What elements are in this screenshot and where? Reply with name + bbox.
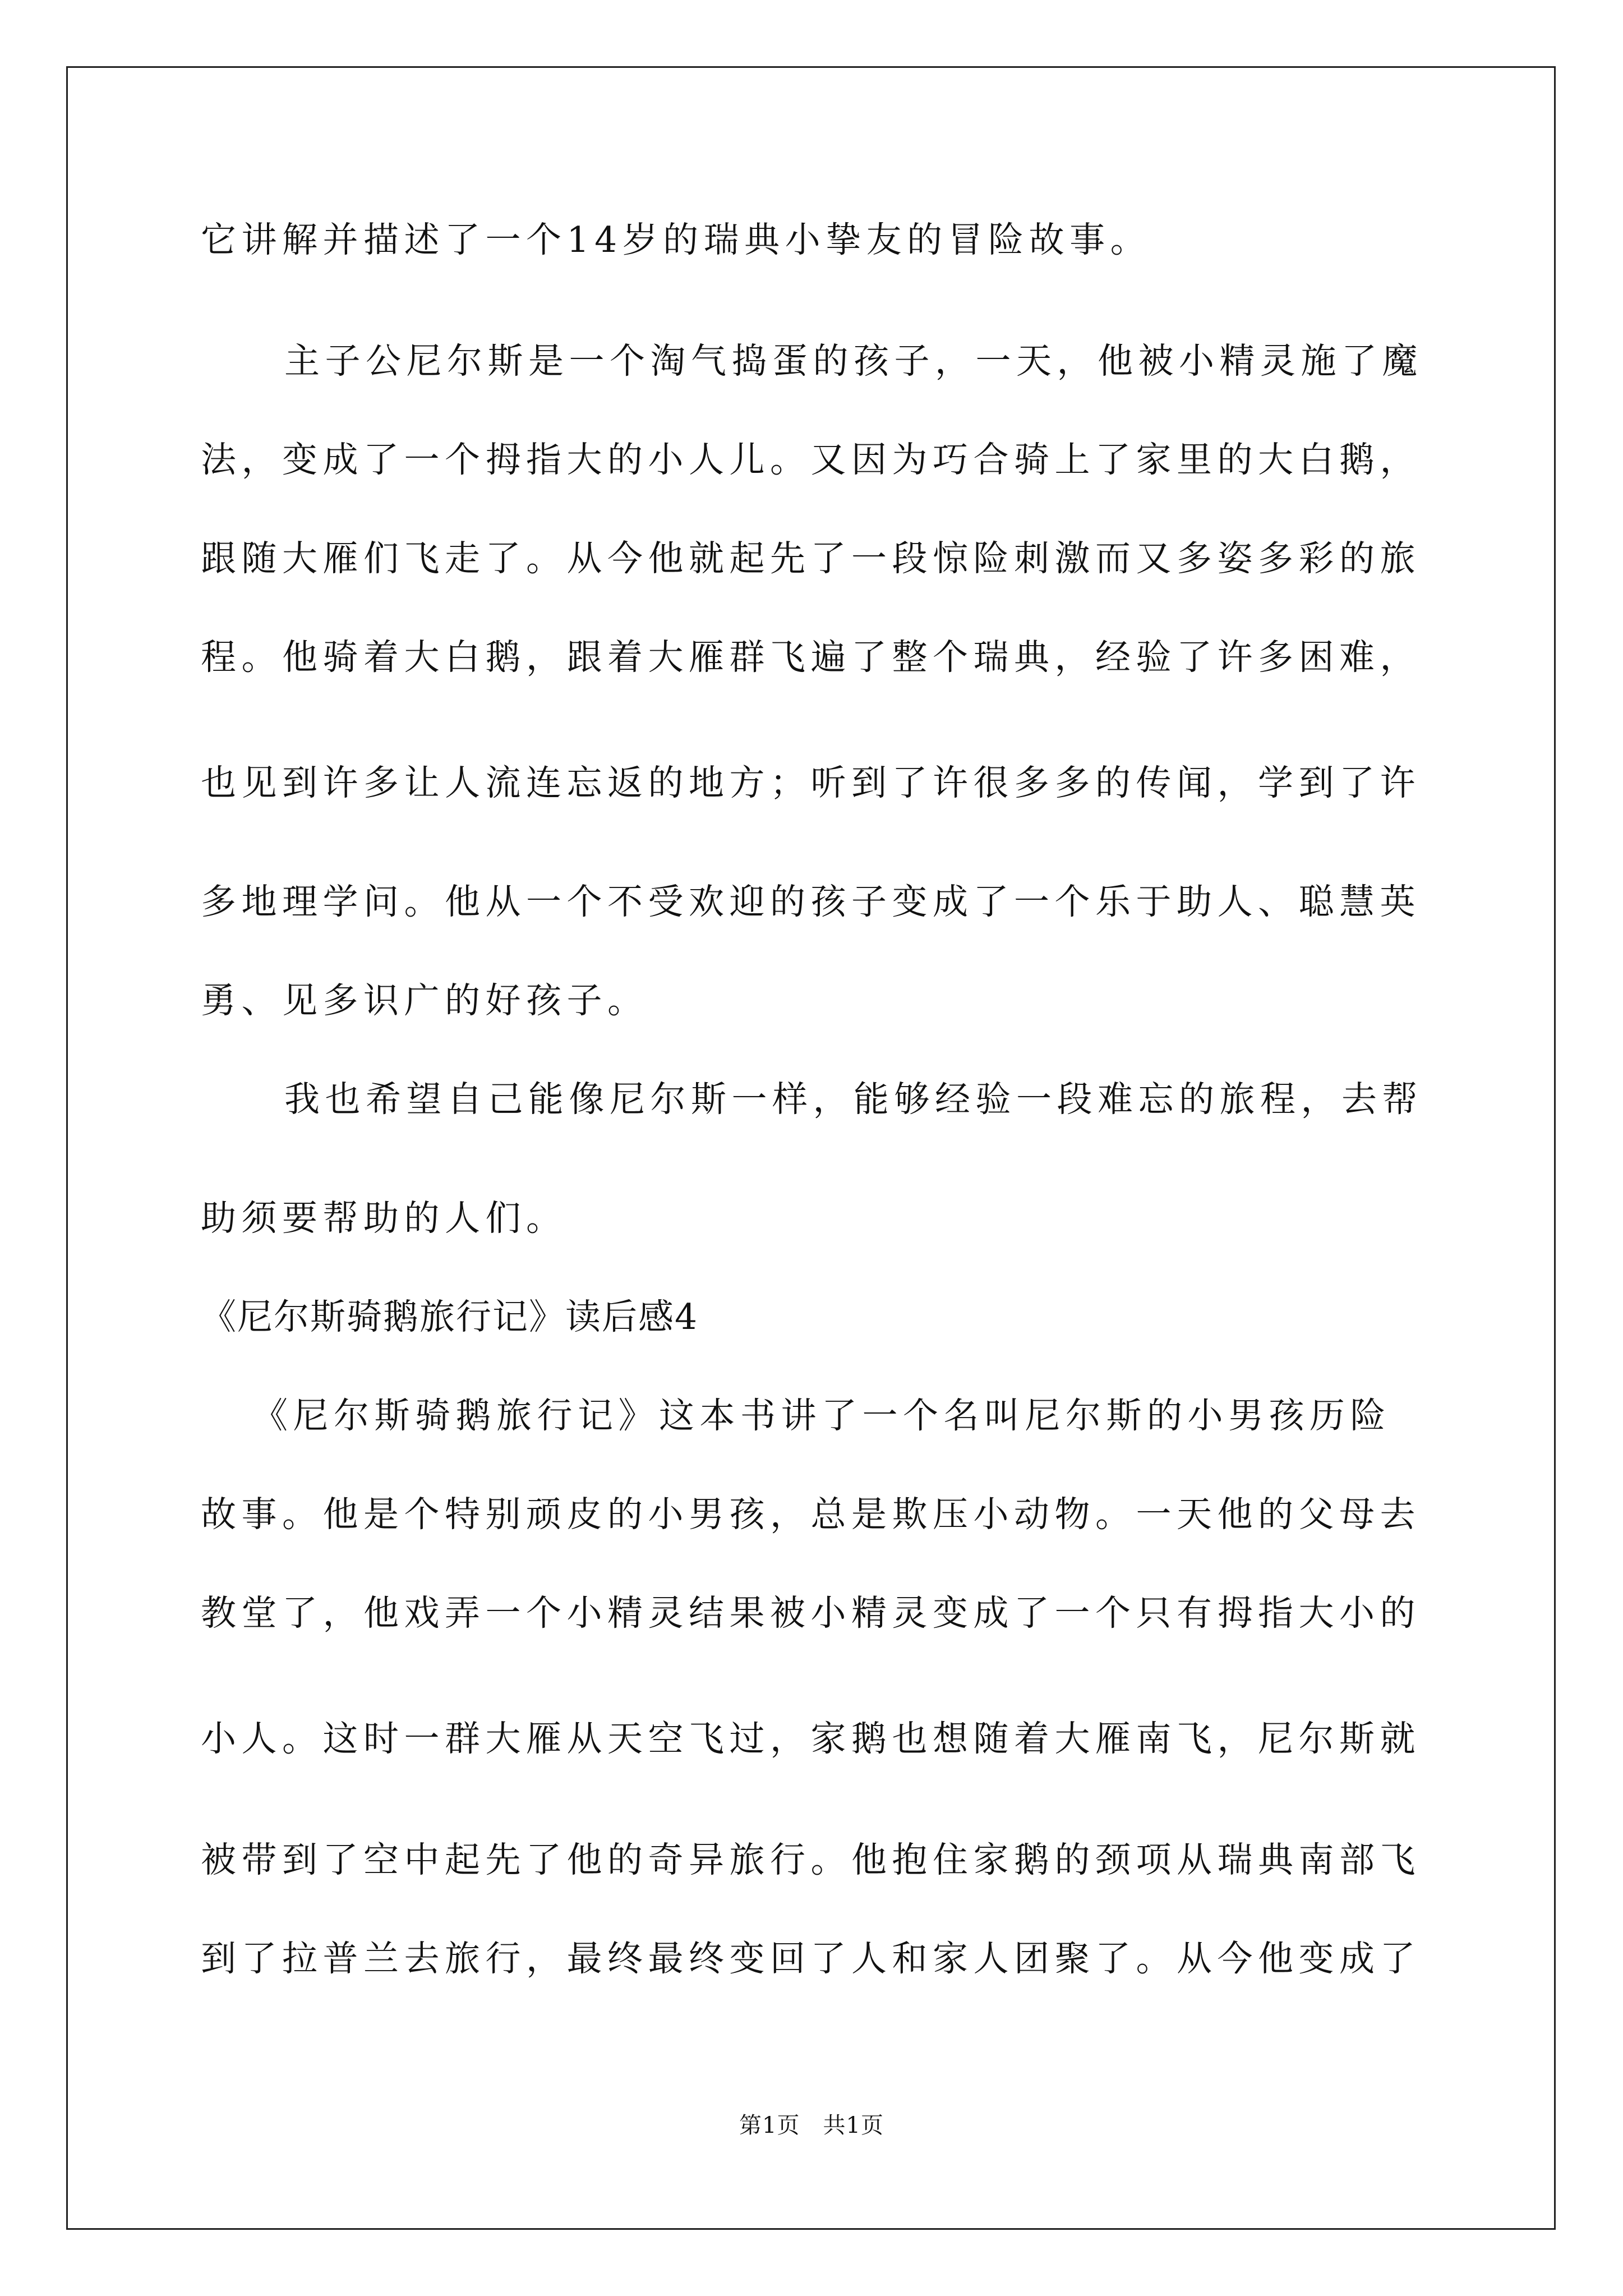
text-line: 助须要帮助的人们。: [201, 1198, 567, 1239]
page-border: [66, 66, 1556, 2230]
text-line: 教堂了，他戏弄一个小精灵结果被小精灵变成了一个只有拇指大小的: [201, 1593, 1421, 1634]
text-line: 到了拉普兰去旅行，最终最终变回了人和家人团聚了。从今他变成了: [201, 1938, 1421, 1979]
text-line: 也见到许多让人流连忘返的地方；听到了许很多多的传闻，学到了许: [201, 762, 1421, 803]
text-line: 被带到了空中起先了他的奇异旅行。他抱住家鹅的颈项从瑞典南部飞: [201, 1839, 1421, 1880]
page-number-footer: 第1页 共1页: [739, 2113, 884, 2138]
text-line: 故事。他是个特别顽皮的小男孩，总是欺压小动物。一天他的父母去: [201, 1494, 1421, 1535]
text-line: 法，变成了一个拇指大的小人儿。又因为巧合骑上了家里的大白鹅，: [201, 439, 1421, 480]
text-line: 勇、见多识广的好孩子。: [201, 980, 648, 1021]
section-heading: 《尼尔斯骑鹅旅行记》读后感4: [201, 1296, 699, 1337]
paragraph-start-line: 《尼尔斯骑鹅旅行记》这本书讲了一个名叫尼尔斯的小男孩历险: [252, 1395, 1391, 1436]
text-line: 它讲解并描述了一个14岁的瑞典小挚友的冒险故事。: [201, 219, 1151, 260]
text-line: 小人。这时一群大雁从天空飞过，家鹅也想随着大雁南飞，尼尔斯就: [201, 1718, 1421, 1759]
paragraph-start-line: 主子公尼尔斯是一个淘气捣蛋的孩子，一天，他被小精灵施了魔: [284, 341, 1423, 381]
text-line: 多地理学问。他从一个不受欢迎的孩子变成了一个乐于助人、聪慧英: [201, 881, 1421, 922]
paragraph-start-line: 我也希望自己能像尼尔斯一样，能够经验一段难忘的旅程，去帮: [284, 1079, 1423, 1120]
text-line: 程。他骑着大白鹅，跟着大雁群飞遍了整个瑞典，经验了许多困难，: [201, 637, 1421, 678]
text-line: 跟随大雁们飞走了。从今他就起先了一段惊险刺激而又多姿多彩的旅: [201, 538, 1421, 579]
